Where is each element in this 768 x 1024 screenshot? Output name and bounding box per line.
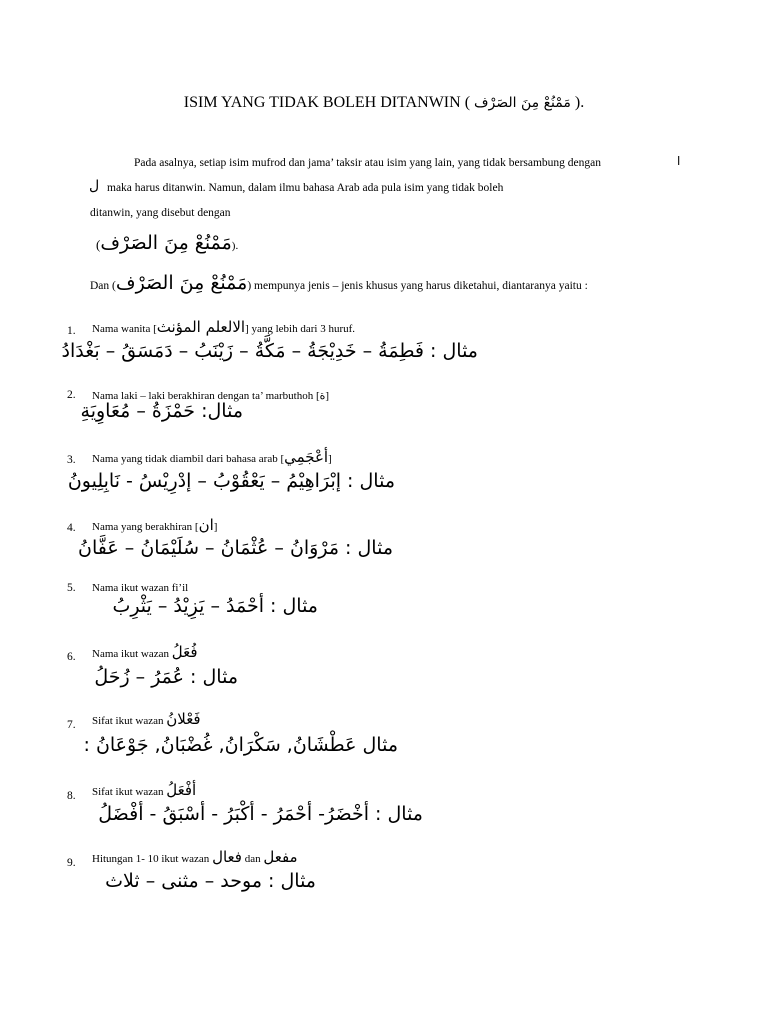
item-2-example: مثال: حَمْزَةُ – مُعَاوِيَةِ (80, 400, 243, 422)
item-3-heading: Nama yang tidak diambil dari bahasa arab [أعْجَمِي] (92, 448, 332, 466)
item-5-number: 5. (67, 582, 76, 594)
item-3-number: 3. (67, 454, 76, 466)
item-9-heading: Hitungan 1- 10 ikut wazan فعال dan مفعل (92, 848, 298, 866)
item-9-number: 9. (67, 857, 76, 869)
item-5-heading: Nama ikut wazan fi’il (92, 582, 189, 594)
item-3-example: مثال : إبْرَاهِيْمُ – يَعْقُوْبُ – إدْرِيْسُ - نَابِلِيونُ (67, 470, 395, 492)
item-1-number: 1. (67, 325, 76, 337)
dan-arabic: مَمْنُعْ مِنَ الصَرْف (115, 272, 248, 294)
item-4-arabic: ان (198, 516, 214, 534)
item-7-heading: Sifat ikut wazan فَعْلانُ (92, 710, 201, 728)
item-7-number: 7. (67, 719, 76, 731)
intro-line-1: Pada asalnya, setiap isim mufrod dan jama’ taksir atau isim yang lain, yang tidak bersambung dengan (134, 157, 602, 169)
item-6-example: مثال : عُمَرُ – زُحَلُ (94, 666, 238, 688)
item-6-arabic: فُعَلُ (171, 643, 198, 661)
item-7-example: مثال عَطْشَانُ, سَكْرَانُ, غُضْبَانُ, جَوْعَانُ : (83, 734, 398, 756)
dan-line: Dan (مَمْنُعْ مِنَ الصَرْف) mempunya jenis – jenis khusus yang harus diketahui, diantaranya yaitu : (90, 272, 588, 294)
item-4-example: مثال : مَرْوَانُ – عُثْمَانُ – سُلَيْمَانُ – عَفَّانُ (78, 537, 393, 559)
item-9-arabic: فعال (212, 848, 242, 866)
item-2-number: 2. (67, 389, 76, 401)
item-8-heading: Sifat ikut wazan أفْعَلُ (92, 781, 197, 799)
item-8-arabic: أفْعَلُ (166, 781, 197, 799)
item-8-example: مثال : أخْضَرُ- أحْمَرُ - أكْبَرُ - أسْبَقُ - أفْضَلُ (98, 803, 423, 825)
item-4-number: 4. (67, 522, 76, 534)
item-9-arabic-2: مفعل (263, 848, 298, 866)
item-6-number: 6. (67, 651, 76, 663)
item-1-example: مثال : فَطِمَةُ – خَدِيْجَةُ – مَكَّةُ – زَيْنَبُ – دَمَسَقُ – بَغْدَادُ (61, 340, 478, 362)
item-8-number: 8. (67, 790, 76, 802)
page-title (0, 94, 768, 112)
intro-term: (مَمْنُعْ مِنَ الصَرْف). (96, 232, 239, 254)
item-1-arabic: الالعلم المؤنث (156, 318, 246, 336)
title-latin: ISIM YANG TIDAK BOLEH DITANWIN ( (183, 94, 471, 111)
item-3-arabic: أعْجَمِي (284, 448, 329, 466)
item-4-heading: Nama yang berakhiran [ان] (92, 516, 218, 534)
item-2-heading: Nama laki – laki berakhiran dengan ta’ marbuthoh [ة] (92, 390, 330, 402)
item-5-example: مثال : أحْمَدُ – يَزِيْدُ – يَثْرِبُ (112, 595, 318, 617)
intro-line-2: maka harus ditanwin. Namun, dalam ilmu bahasa Arab ada pula isim yang tidak boleh (107, 182, 504, 194)
item-1-heading: Nama wanita [الالعلم المؤنث] yang lebih dari 3 huruf. (92, 318, 356, 336)
item-6-heading: Nama ikut wazan فُعَلُ (92, 643, 198, 661)
title-arabic: مَمْنُعْ مِنَ الصَرْف (474, 95, 571, 111)
intro-line-3: ditanwin, yang disebut dengan (90, 207, 231, 219)
title-end: ). (574, 94, 585, 111)
intro-glyph-alif: ا (677, 154, 681, 168)
intro-term-arabic: مَمْنُعْ مِنَ الصَرْف (100, 232, 232, 254)
item-9-example: مثال : موحد – مثنى – ثلاث (105, 870, 316, 892)
intro-glyph-lam: ل (89, 178, 100, 194)
item-7-arabic: فَعْلانُ (166, 710, 201, 728)
